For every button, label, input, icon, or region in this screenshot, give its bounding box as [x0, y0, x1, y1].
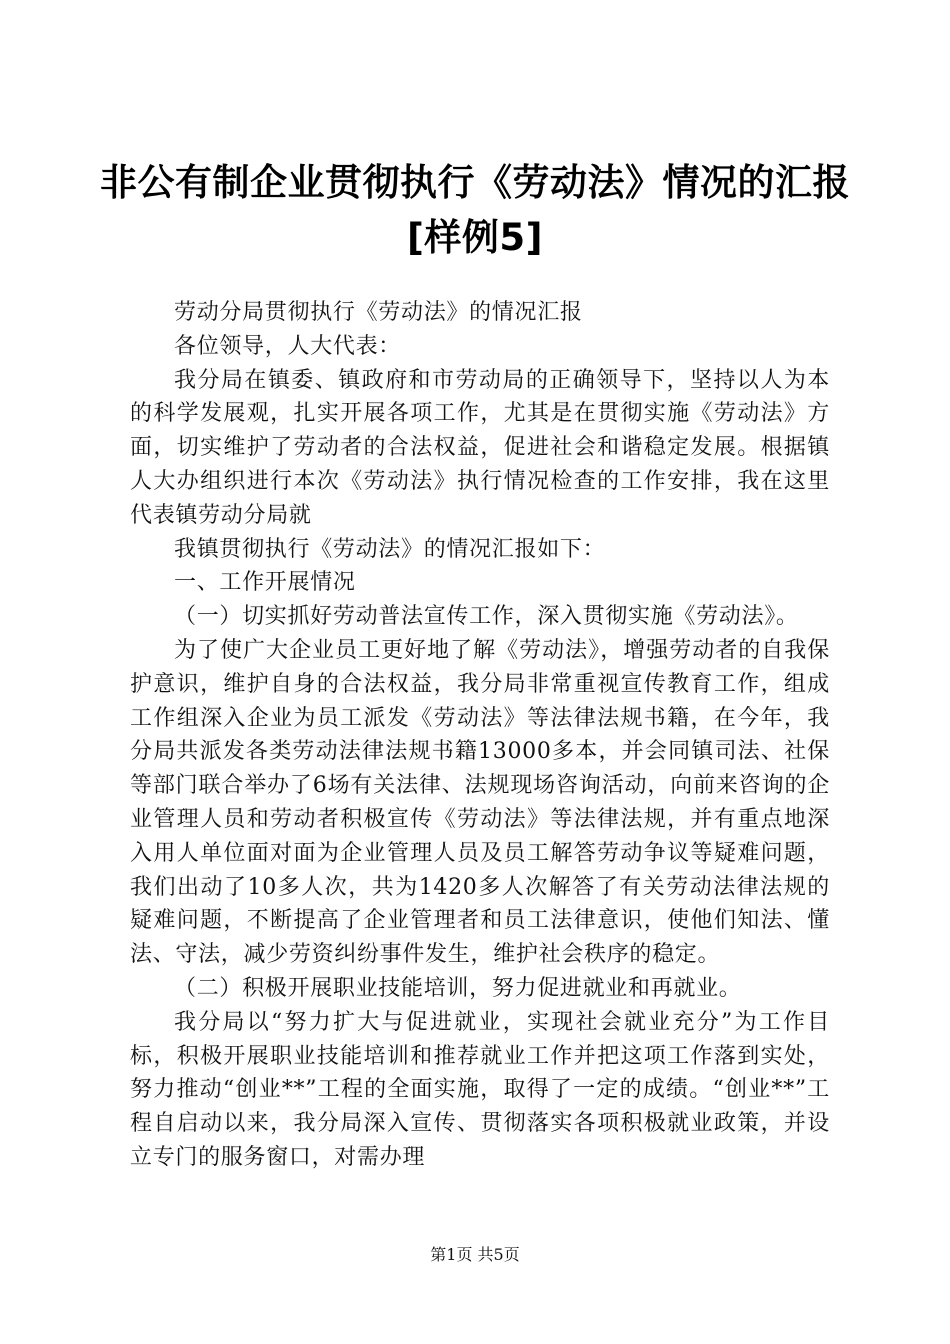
document-title-line2: [样例5]: [406, 216, 544, 259]
paragraph-intro: 我分局在镇委、镇政府和市劳动局的正确领导下，坚持以人为本的科学发展观，扎实开展各项工作，尤其是在贯彻实施《劳动法》方面，切实维护了劳动者的合法权益，促进社会和谐稳定发展。根据镇人大办组织进行本次《劳动法》执行情况检查的工作安排，我在这里代表镇劳动分局就: [130, 367, 830, 528]
section-heading-work: 一、工作开展情况: [174, 570, 356, 596]
paragraph-report-heading: 劳动分局贯彻执行《劳动法》的情况汇报: [174, 300, 583, 325]
document-body: [130, 296, 830, 1175]
paragraph-employment: 我分局以“努力扩大与促进就业，实现社会就业充分”为工作目标，积极开展职业技能培训和推荐就业工作并把这项工作落到实处，努力推动“创业**”工程的全面实施，取得了一定的成绩。“创业**”工程自启动以来，我分局深入宣传、贯彻落实各项积极就业政策，并设立专门的服务窗口，对需办理: [130, 1009, 830, 1170]
subsection-heading-1: （一）切实抓好劳动普法宣传工作，深入贯彻实施《劳动法》。: [174, 604, 799, 630]
paragraph-salutation: 各位领导，人大代表：: [174, 333, 402, 359]
document-title-line1: 非公有制企业贯彻执行《劳动法》情况的汇报: [100, 161, 850, 204]
page-number-footer: 第1页 共5页: [430, 1245, 520, 1264]
paragraph-legal-publicity: 为了使广大企业员工更好地了解《劳动法》，增强劳动者的自我保护意识，维护自身的合法权益，我分局非常重视宣传教育工作，组成工作组深入企业为员工派发《劳动法》等法律法规书籍，在今年，我分局共派发各类劳动法律法规书籍13000多本，并会同镇司法、社保等部门联合举办了6场有关法律、法规现场咨询活动，向前来咨询的企业管理人员和劳动者积极宣传《劳动法》等法律法规，并有重点地深入用人单位面对面为企业管理人员及员工解答劳动争议等疑难问题，我们出动了10多人次，共为1420多人次解答了有关劳动法律法规的疑难问题，不断提高了企业管理者和员工法律意识，使他们知法、懂法、守法，减少劳资纠纷事件发生，维护社会秩序的稳定。: [130, 637, 830, 968]
subsection-heading-2: （二）积极开展职业技能培训，努力促进就业和再就业。: [174, 975, 742, 1001]
paragraph-report-lead: 我镇贯彻执行《劳动法》的情况汇报如下：: [174, 536, 606, 562]
